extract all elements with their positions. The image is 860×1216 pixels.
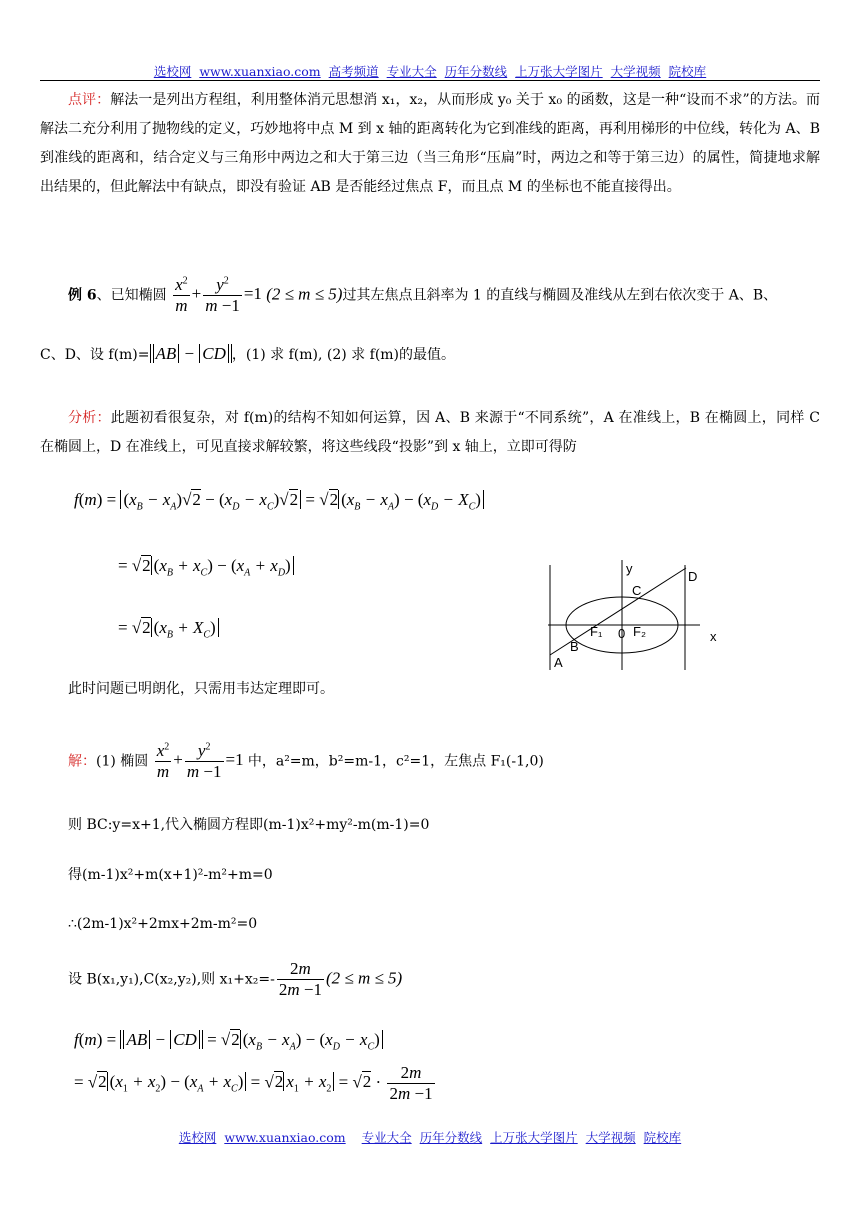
comment-text: 解法一是列出方程组，利用整体消元思想消 x₁，x₂，从而形成 y₀ 关于 x₀ 的函数，这是一种“设而不求”的方法。而解法二充分利用了抛物线的定义，巧妙地将中点 M 到 x 轴的距离转化为它到准线的距离，再利用梯形的中位线，转化为 A、B 到准线的距离和，结合定义与三角形中两边之和大于第三边（当三角形“压扁”时，两边之和等于第三边）的属性，简捷地求解出结果的，但此解法中有缺点，即没有验证 AB 是否能经过焦点 F，而且点 M 的坐标也不能直接得出。 xyxy=(40,92,821,195)
formula-line-1: $f(m) = (x_B - x_A)√2 - (x_D - x_C)√2 = √2$ $(x_B - x_A) - (x_D - X_C)$ xyxy=(74,490,484,512)
example-line-1 xyxy=(68,276,777,315)
analysis-text: 此题初看很复杂，对 f(m)的结构不知如何运算，因 A、B 来源于“不同系统”，A 在准线上，B 在椭圆上，同样 C 在椭圆上，D 在准线上，可见直接求解较繁，将这些线段“投影”到 x 轴上，立即可得防 xyxy=(40,410,821,455)
solution-label: 解： xyxy=(68,753,96,770)
header-link-photos[interactable]: 上万张大学图片 xyxy=(515,64,603,79)
solution-after: 中，a²=m，b²=m-1，c²=1，左焦点 F₁(-1,0) xyxy=(247,753,544,770)
analysis-paragraph xyxy=(40,404,820,462)
header-link-gaokao[interactable]: 高考频道 xyxy=(328,64,379,79)
fm-definition: AB − CD xyxy=(150,344,232,363)
label-A: A xyxy=(554,655,563,670)
footer-link-site[interactable]: www.xuanxiao.com xyxy=(224,1130,346,1145)
footer-link-videos[interactable]: 大学视频 xyxy=(585,1130,636,1145)
footer-link-schools[interactable]: 院校库 xyxy=(643,1130,682,1145)
example-line-2 xyxy=(40,344,455,364)
header-link-schools[interactable]: 院校库 xyxy=(668,64,707,79)
footer-link-xuanxiao[interactable]: 选校网 xyxy=(178,1130,217,1145)
example-line2b: ，(1) 求 f(m), (2) 求 f(m)的最值。 xyxy=(231,347,456,363)
solution-intro: (1) 椭圆 xyxy=(96,753,149,770)
solution-step-1: 则 BC:y=x+1,代入椭圆方程即(m-1)x²+my²-m(m-1)=0 xyxy=(68,817,430,833)
solution-step4-condition: (2 ≤ m ≤ 5) xyxy=(325,968,403,988)
label-B: B xyxy=(570,639,579,654)
label-C: C xyxy=(632,583,642,598)
header-rule xyxy=(40,80,820,81)
comment-label: 点评： xyxy=(68,92,111,108)
page-footer xyxy=(0,1128,860,1146)
label-F1: F₁ xyxy=(590,624,603,639)
analysis-label: 分析： xyxy=(68,410,111,426)
example-condition: (2 ≤ m ≤ 5) xyxy=(266,284,343,304)
label-F2: F₂ xyxy=(633,624,646,639)
header-link-site[interactable]: www.xuanxiao.com xyxy=(199,64,321,79)
formula-line-2: = √2 $(x_B + x_C) - (x_A + x_D)$ xyxy=(118,556,294,578)
footer-link-majors[interactable]: 专业大全 xyxy=(361,1130,412,1145)
header-link-majors[interactable]: 专业大全 xyxy=(386,64,437,79)
footer-link-scores[interactable]: 历年分数线 xyxy=(419,1130,483,1145)
solution-ellipse-equation: $\frac{x^2}{m}$ + $\frac{y^2}{m -1}$ =1 xyxy=(156,741,244,781)
label-x: x xyxy=(710,629,717,644)
final-formula-line-1: f(m) = AB − CD = √2 $(x_B - x_A) - (x_D - x_C)$ xyxy=(74,1030,383,1052)
formula-line-3: = √2 $(x_B + X_C)$ xyxy=(118,618,219,640)
ellipse-equation: $\frac{x^2}{m}$ + $\frac{y^2}{m -1}$ =1 xyxy=(175,275,262,315)
solution-line-1 xyxy=(68,742,544,781)
solution-step-4 xyxy=(68,960,402,999)
comment-paragraph xyxy=(40,86,820,202)
vieta-sum-fraction: $\frac{2m}{2m -1}$ xyxy=(278,959,322,999)
solution-step-2: 得(m-1)x²+m(x+1)²-m²+m=0 xyxy=(68,867,273,883)
header-link-videos[interactable]: 大学视频 xyxy=(610,64,661,79)
page-header xyxy=(0,62,860,80)
header-link-xuanxiao[interactable]: 选校网 xyxy=(153,64,192,79)
label-origin: 0 xyxy=(618,626,626,641)
example-lead: 、已知椭圆 xyxy=(96,287,167,304)
example-rest: 过其左焦点且斜率为 1 的直线与椭圆及准线从左到右依次变于 A、B、 xyxy=(342,287,778,304)
solution-step-3: ∴(2m-1)x²+2mx+2m-m²=0 xyxy=(68,916,258,932)
label-D: D xyxy=(688,569,698,584)
clear-text: 此时问题已明朗化，只需用韦达定理即可。 xyxy=(68,681,334,697)
ellipse-diagram xyxy=(540,555,740,675)
final-formula-line-2: = √2 $(x_1 + x_2) - (x_A + x_C) = √2$ $x_1 + x_2 = √2$ · $\frac{2m}{2m -1}$ xyxy=(74,1063,433,1103)
example-line2a: C、D、设 f(m)= xyxy=(40,347,150,363)
label-y: y xyxy=(626,561,633,576)
footer-link-photos[interactable]: 上万张大学图片 xyxy=(490,1130,578,1145)
example-label: 例 6 xyxy=(68,287,97,304)
solution-step4-text: 设 B(x₁,y₁),C(x₂,y₂),则 x₁+x₂=- xyxy=(68,971,275,988)
header-link-scores[interactable]: 历年分数线 xyxy=(444,64,508,79)
